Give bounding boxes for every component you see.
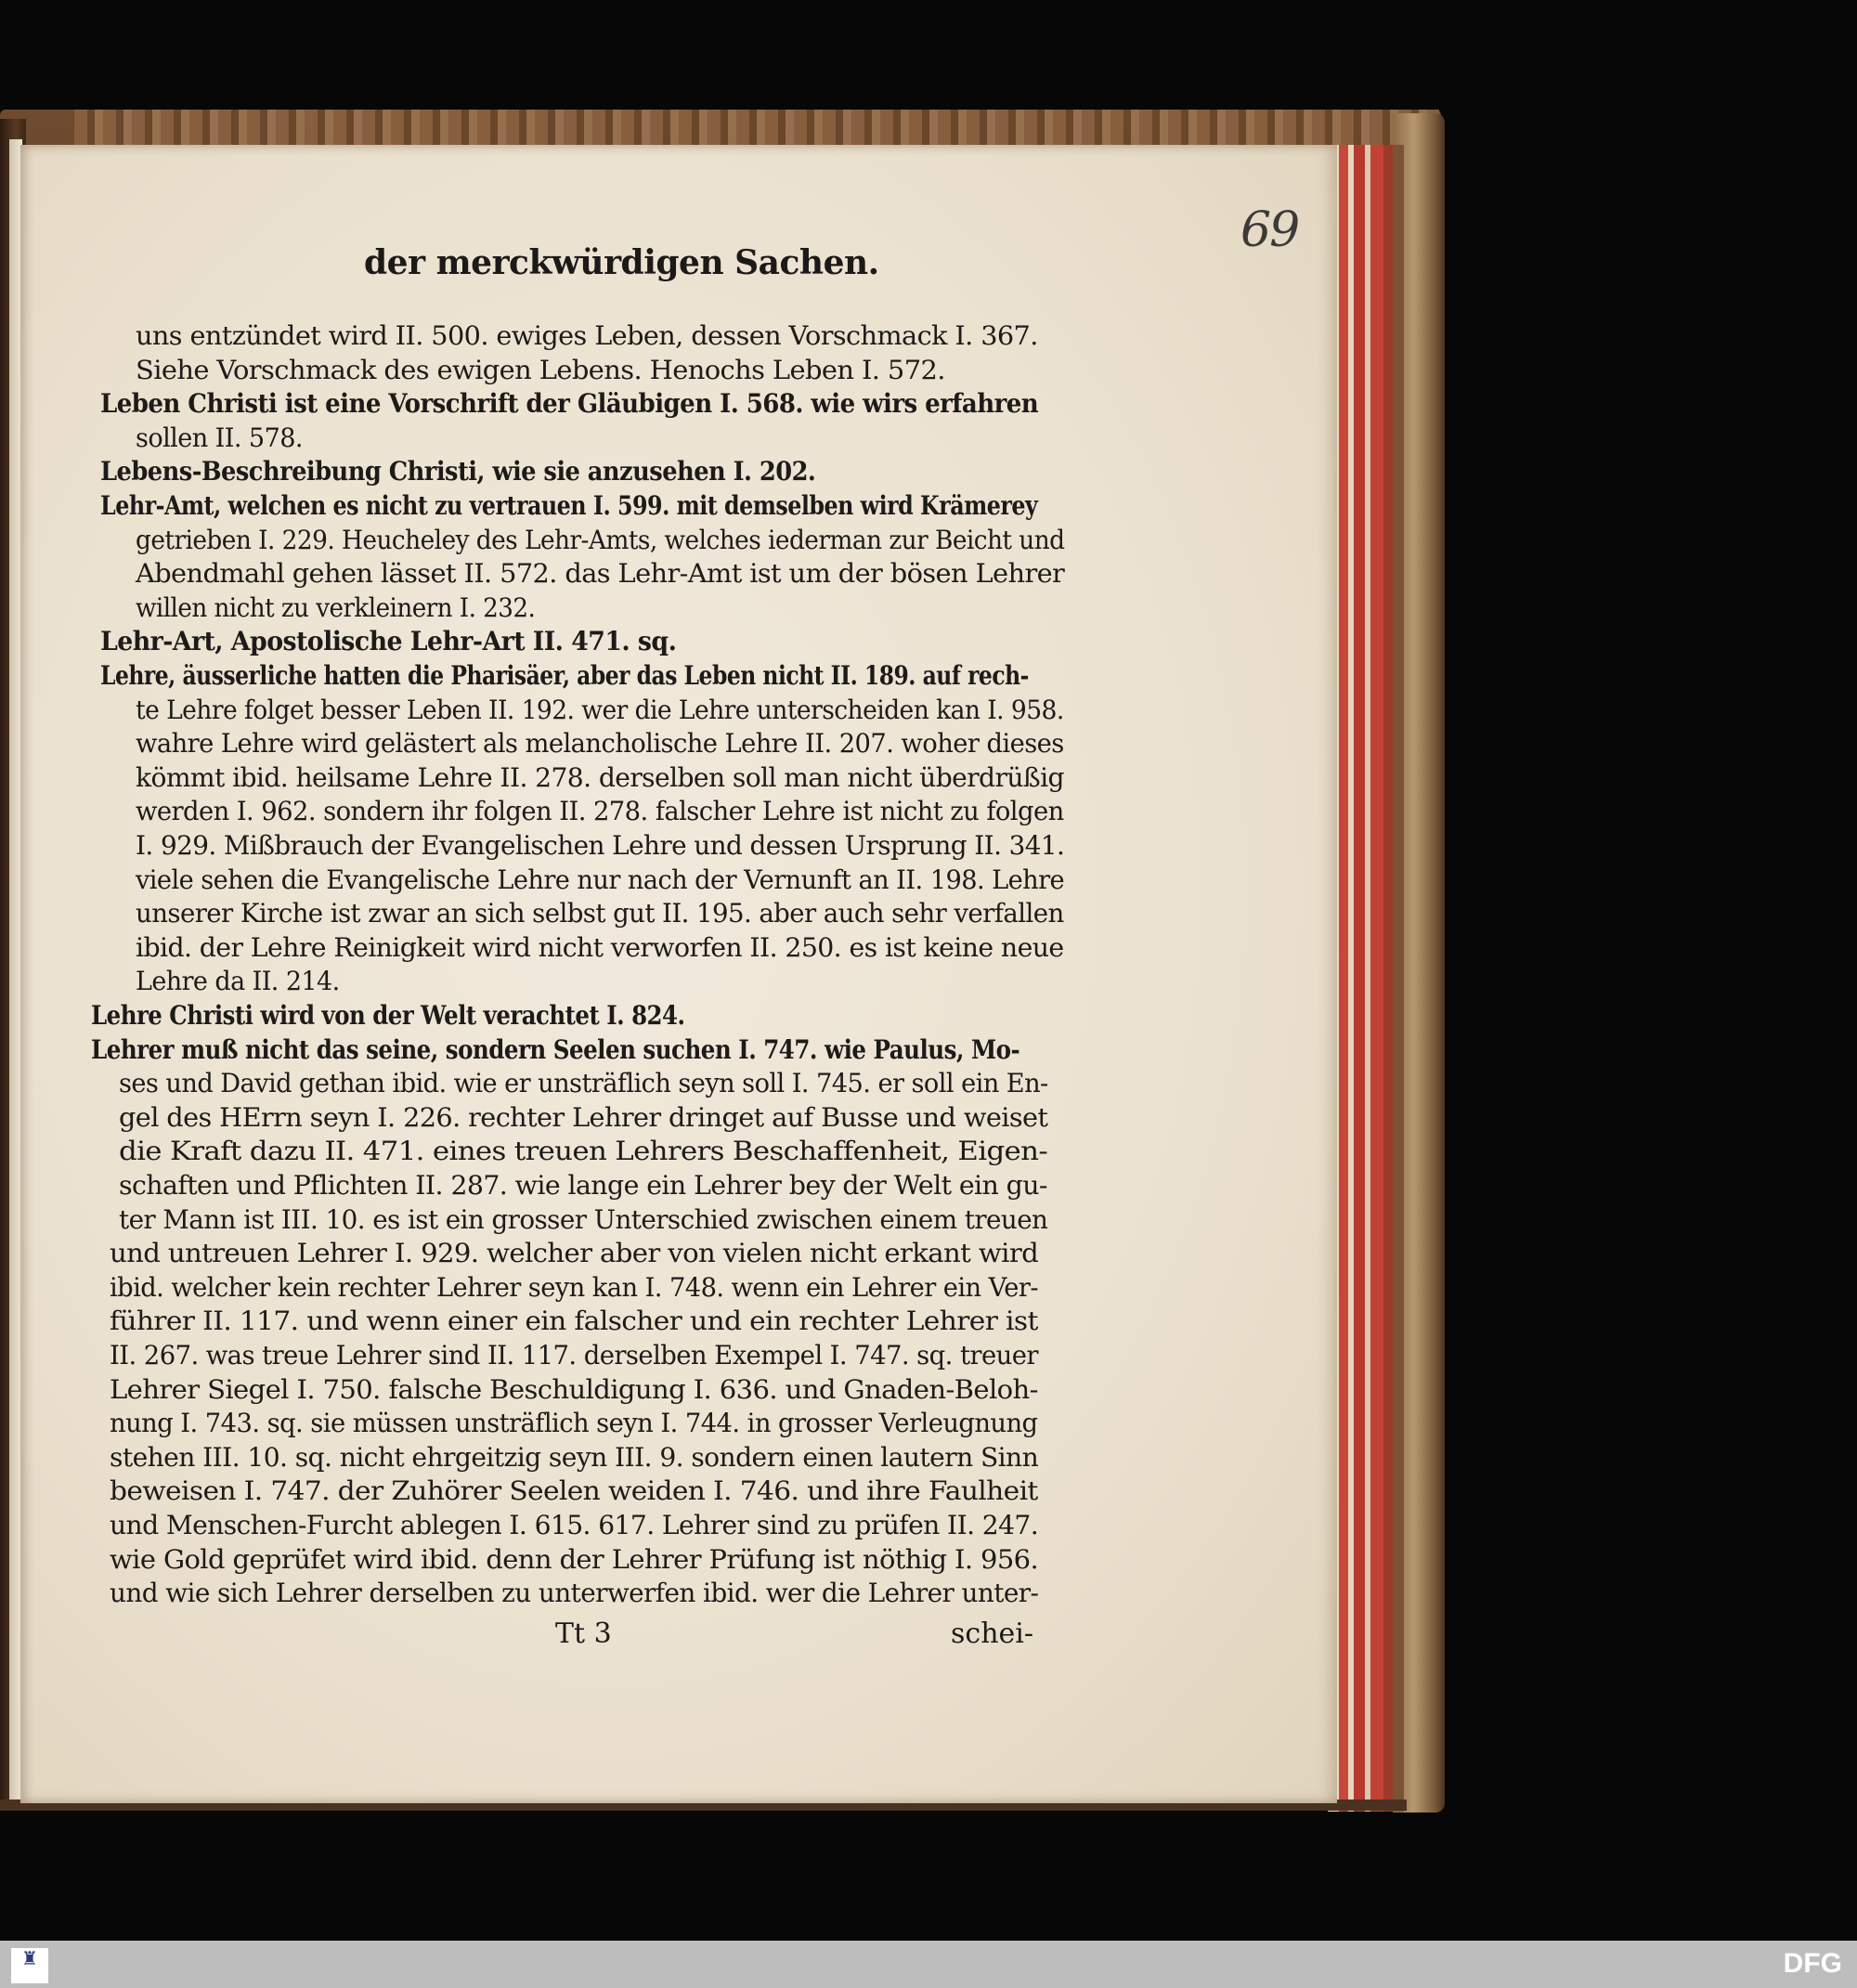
index-entry-heading-line: Lehrer muß nicht das seine, sondern Seelen suchen I. 747. wie Paulus, Mo- (91, 1034, 1020, 1065)
catchword: schei- (951, 1618, 1034, 1650)
index-text-line: Lehre da II. 214. (136, 966, 340, 996)
index-text-line: werden I. 962. sondern ihr folgen II. 278. falscher Lehre ist nicht zu folgen (136, 796, 1064, 826)
handwritten-page-number: 69 (1240, 202, 1299, 258)
index-entry-heading-line: Lehre, äusserliche hatten die Pharisäer, aber das Leben nicht II. 189. auf rech- (100, 660, 1029, 691)
index-text-line: Abendmahl gehen lässet II. 572. das Lehr-Amt ist um der bösen Lehrer (136, 558, 1065, 589)
index-text-line: wahre Lehre wird gelästert als melancholische Lehre II. 207. woher dieses (136, 728, 1064, 759)
index-text-line: und Menschen-Furcht ablegen I. 615. 617. Lehrer sind zu prüfen II. 247. (110, 1510, 1039, 1540)
index-text-line: die Kraft dazu II. 471. eines treuen Lehrers Beschaffenheit, Eigen- (119, 1136, 1048, 1166)
dfg-logo: DFG (1783, 1948, 1842, 1979)
index-text-line: kömmt ibid. heilsame Lehre II. 278. derselben soll man nicht überdrüßig (136, 762, 1064, 793)
index-text-line: Lehrer Siegel I. 750. falsche Beschuldigung I. 636. und Gnaden-Beloh- (110, 1374, 1038, 1405)
signature-mark: Tt 3 (555, 1618, 612, 1650)
red-page-edges (1328, 145, 1404, 1812)
index-text-line: willen nicht zu verkleinern I. 232. (136, 592, 536, 623)
index-entry-heading-line: Lehr-Art, Apostolische Lehr-Art II. 471. sq. (100, 626, 677, 656)
index-text-line: ibid. der Lehre Reinigkeit wird nicht verworfen II. 250. es ist keine neue (136, 932, 1064, 963)
index-text-line: wie Gold geprüfet wird ibid. denn der Lehrer Prüfung ist nöthig I. 956. (110, 1544, 1039, 1575)
index-text-line: schaften und Pflichten II. 287. wie lange ein Lehrer bey der Welt ein gu- (119, 1170, 1047, 1201)
index-text-line: führer II. 117. und wenn einer ein falscher und ein rechter Lehrer ist (110, 1306, 1038, 1336)
index-text-line: gel des HErrn seyn I. 226. rechter Lehrer dringet auf Busse und weiset (119, 1102, 1048, 1133)
index-entry-heading-line: Leben Christi ist eine Vorschrift der Gläubigen I. 568. wie wirs erfahren (100, 388, 1039, 419)
index-entry-heading-line: Lehr-Amt, welchen es nicht zu vertrauen I. 599. mit demselben wird Krämerey (100, 490, 1038, 521)
index-text-line: Siehe Vorschmack des ewigen Lebens. Henochs Leben I. 572. (136, 355, 945, 385)
index-text-line: ses und David gethan ibid. wie er unsträflich seyn soll I. 745. er soll ein En- (119, 1068, 1048, 1098)
library-logo (11, 1948, 48, 1983)
index-entry-heading-line: Lebens-Beschreibung Christi, wie sie anzusehen I. 202. (100, 456, 816, 487)
library-emblem-icon: ♜ (21, 1947, 38, 1969)
index-text-line: nung I. 743. sq. sie müssen unsträflich seyn I. 744. in grosser Verleugnung (110, 1408, 1038, 1438)
index-text-line: ter Mann ist III. 10. es ist ein grosser Unterschied zwischen einem treuen (119, 1204, 1048, 1235)
index-entry-heading-line: Lehre Christi wird von der Welt verachtet I. 824. (91, 1000, 685, 1031)
index-text-line: ibid. welcher kein rechter Lehrer seyn kan I. 748. wenn ein Lehrer ein Ver- (110, 1272, 1039, 1303)
index-text-line: sollen II. 578. (136, 422, 303, 453)
index-text-line: beweisen I. 747. der Zuhörer Seelen weiden I. 746. und ihre Faulheit (110, 1475, 1038, 1506)
index-text-line: te Lehre folget besser Leben II. 192. wer die Lehre unterscheiden kan I. 958. (136, 695, 1064, 725)
index-text-line: viele sehen die Evangelische Lehre nur nach der Vernunft an II. 198. Lehre (136, 864, 1065, 895)
index-text-line: stehen III. 10. sq. nicht ehrgeitzig seyn III. 9. sondern einen lautern Sinn (110, 1442, 1039, 1473)
index-text-line: und wie sich Lehrer derselben zu unterwerfen ibid. wer die Lehrer unter- (110, 1578, 1039, 1608)
index-text-line: unserer Kirche ist zwar an sich selbst gut II. 195. aber auch sehr verfallen (136, 898, 1064, 929)
index-text-line: uns entzündet wird II. 500. ewiges Leben, dessen Vorschmack I. 367. (136, 320, 1038, 351)
index-text-line: und untreuen Lehrer I. 929. welcher aber von vielen nicht erkant wird (110, 1238, 1039, 1268)
viewer-footer (0, 1941, 1857, 1988)
index-text-line: I. 929. Mißbrauch der Evangelischen Lehre und dessen Ursprung II. 341. (136, 830, 1065, 861)
index-text-line: getrieben I. 229. Heucheley des Lehr-Amts, welches iederman zur Beicht und (136, 525, 1065, 555)
running-head: der merckwürdigen Sachen. (364, 243, 879, 282)
index-text-line: II. 267. was treue Lehrer sind II. 117. derselben Exempel I. 747. sq. treuer (110, 1340, 1038, 1371)
